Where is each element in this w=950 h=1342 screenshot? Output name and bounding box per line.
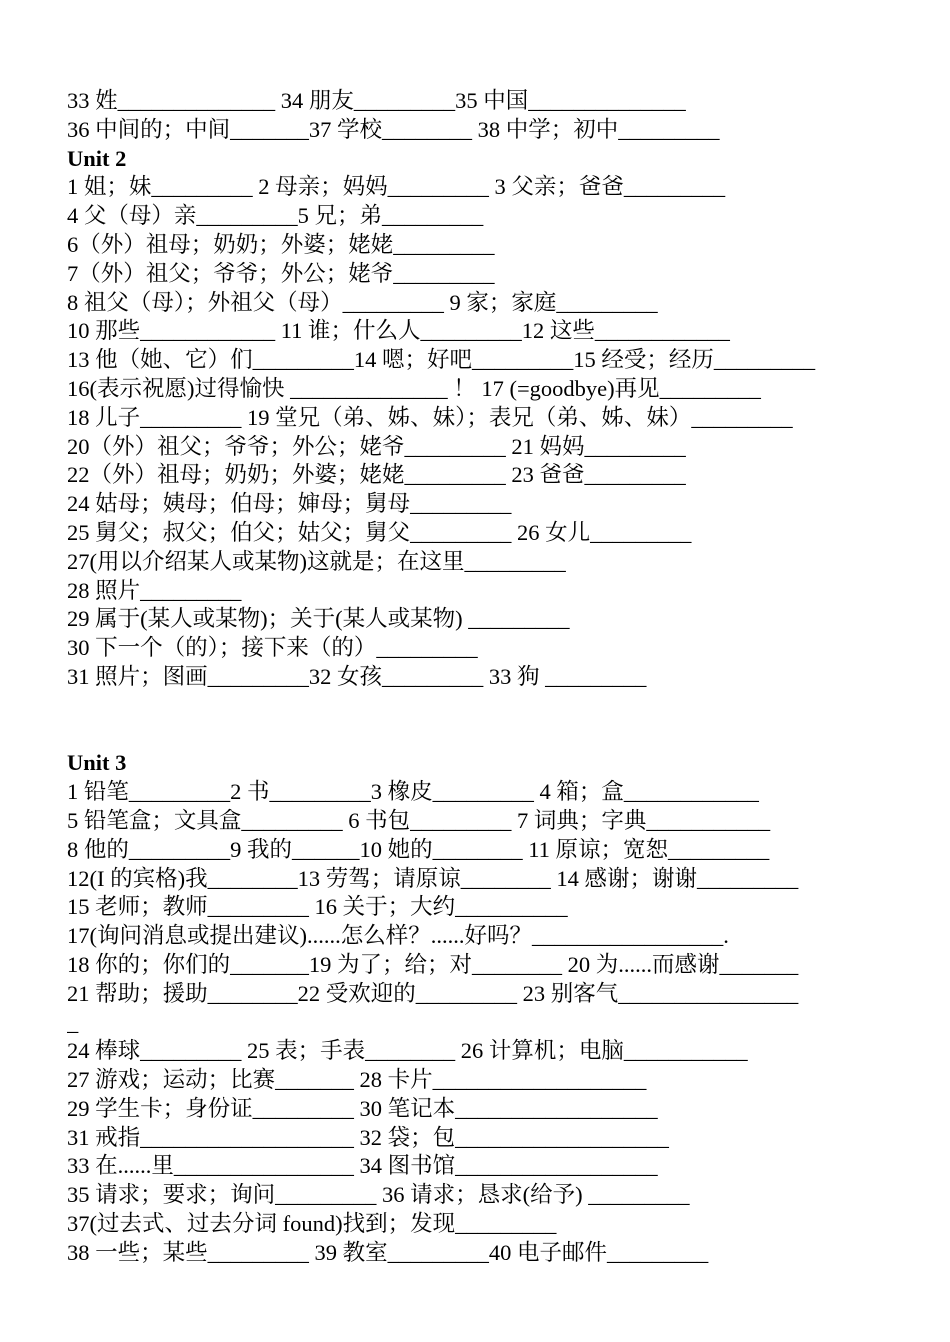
unit2-line: 7（外）祖父；爷爷；外公；姥爷_________ [67, 260, 495, 286]
unit3-line: 24 棒球_________ 25 表；手表________ 26 计算机；电脑___________ [67, 1038, 748, 1064]
unit3-line: 37(过去式、过去分词 found)找到；发现_________ [67, 1211, 557, 1237]
unit3-line: 18 你的；你们的_______19 为了；给；对________ 20 为......而感谢_______ [67, 951, 799, 977]
unit3-line: 15 老师；教师_________ 16 关于；大约__________ [67, 894, 568, 920]
unit2-line: 30 下一个（的）；接下来（的）_________ [67, 635, 478, 661]
unit2-line: 16(表示祝愿)过得愉快 ______________ ！ 17 (=goodbye)再见_________ [67, 375, 761, 401]
unit3-line: 35 请求；要求；询问_________ 36 请求；恳求(给予) _________ [67, 1182, 690, 1208]
unit3-line: 27 游戏；运动；比赛_______ 28 卡片___________________ [67, 1067, 647, 1093]
unit1-line: 36 中间的；中间_______37 学校________ 38 中学；初中_________ [67, 116, 720, 142]
unit3-line: 1 铅笔_________2 书_________3 橡皮_________ 4 箱；盒____________ [67, 779, 759, 805]
unit3-line: 12(I 的宾格)我________13 劳驾；请原谅________ 14 感谢；谢谢_________ [67, 865, 799, 891]
vocabulary-list [67, 87, 897, 1268]
unit3-line: 5 铅笔盒；文具盒_________ 6 书包_________ 7 词典；字典___________ [67, 807, 771, 833]
unit1-line: 33 姓______________ 34 朋友_________35 中国______________ [67, 88, 686, 113]
unit2-line: 25 舅父；叔父；伯父；姑父；舅父_________ 26 女儿_________ [67, 519, 692, 545]
unit2-line: 10 那些____________ 11 谁；什么人_________12 这些____________ [67, 318, 730, 344]
unit3-line: 17(询问消息或提出建议)......怎么样？......好吗？_________________. [67, 923, 729, 949]
unit3-line: 31 戒指___________________ 32 袋；包___________________ [67, 1124, 669, 1150]
unit2-line: 4 父（母）亲_________5 兄；弟_________ [67, 203, 484, 229]
unit3-line: 8 他的_________9 我的______10 她的________ 11 原谅；宽恕_________ [67, 836, 770, 862]
unit2-line: 27(用以介绍某人或某物)这就是；在这里_________ [67, 548, 566, 574]
unit2-line: 13 他（她、它）们_________14 嗯；好吧_________15 经受；经历_________ [67, 347, 816, 373]
unit3-line: 38 一些；某些_________ 39 教室_________40 电子邮件_________ [67, 1239, 709, 1265]
unit2-line: 31 照片；图画_________32 女孩_________ 33 狗 _________ [67, 663, 647, 689]
unit3-line: 33 在......里________________ 34 图书馆__________________ [67, 1153, 658, 1179]
unit2-line: 22（外）祖母；奶奶；外婆；姥姥_________ 23 爸爸_________ [67, 462, 686, 488]
unit2-line: 8 祖父（母）；外祖父（母）_________ 9 家；家庭_________ [67, 289, 658, 315]
section-spacer [67, 692, 897, 750]
unit2-line: 24 姑母；姨母；伯母；婶母；舅母_________ [67, 491, 512, 517]
unit3-line: _ [67, 1009, 79, 1035]
unit2-line: 29 属于(某人或某物)；关于(某人或某物) _________ [67, 606, 570, 632]
unit2-line: 20（外）祖父；爷爷；外公；姥爷_________ 21 妈妈_________ [67, 433, 686, 459]
unit3-line: 21 帮助；援助________22 受欢迎的_________ 23 别客气________________ [67, 980, 799, 1006]
unit2-line: 1 姐；妹_________ 2 母亲；妈妈_________ 3 父亲；爸爸_________ [67, 174, 726, 200]
unit2-line: 28 照片_________ [67, 577, 242, 603]
unit3-line: 29 学生卡；身份证_________ 30 笔记本__________________ [67, 1095, 658, 1121]
unit2-line: 6（外）祖母；奶奶；外婆；姥姥_________ [67, 231, 495, 257]
unit2-line: 18 儿子_________ 19 堂兄（弟、姊、妹）；表兄（弟、姊、妹）_________ [67, 404, 793, 430]
unit2-heading: Unit 2 [67, 145, 127, 171]
unit3-heading: Unit 3 [67, 750, 127, 776]
